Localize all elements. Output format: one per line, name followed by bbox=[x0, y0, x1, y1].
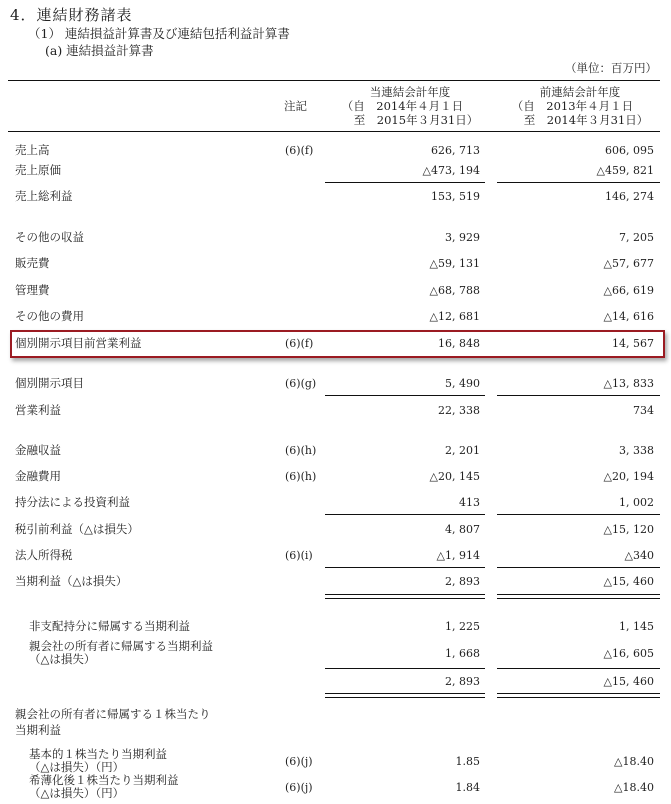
subtotal-underline bbox=[497, 668, 660, 669]
table-row: その他の費用 △12, 681 △14, 616 bbox=[15, 309, 654, 323]
table-row: 売上総利益 153, 519 146, 274 bbox=[15, 189, 654, 203]
subtotal-underline bbox=[497, 567, 660, 568]
unit-label: （単位：百万円） bbox=[565, 61, 657, 75]
prior-year-title: 前連結会計年度 bbox=[539, 85, 621, 99]
table-row: 売上高 (6)(f) 626, 713 606, 095 bbox=[15, 143, 654, 157]
total-double-underline bbox=[497, 594, 660, 599]
table-row: 管理費 △68, 788 △66, 619 bbox=[15, 283, 654, 297]
table-row-total: 2, 893 △15, 460 bbox=[445, 675, 654, 688]
subtotal-underline bbox=[325, 514, 485, 515]
total-double-underline bbox=[497, 693, 660, 698]
subtotal-underline bbox=[325, 395, 485, 396]
subsection-title: （1） 連結損益計算書及び連結包括利益計算書 bbox=[28, 26, 290, 41]
subtotal-underline bbox=[325, 182, 485, 183]
current-year-title: 当連結会計年度 bbox=[369, 85, 451, 99]
table-row: 売上原価 △473, 194 △459, 821 bbox=[15, 163, 654, 177]
subtotal-underline bbox=[497, 182, 660, 183]
table-row: 当期利益（△は損失） 2, 893 △15, 460 bbox=[15, 574, 654, 588]
current-year-period: （自 2014年４月１日 至 2015年３月31日） bbox=[341, 99, 479, 127]
statement-title: (a) 連結損益計算書 bbox=[45, 43, 154, 58]
table-row: 金融費用 (6)(h) △20, 145 △20, 194 bbox=[15, 469, 654, 483]
table-row-highlighted: 個別開示項目前営業利益 (6)(f) 16, 848 14, 567 bbox=[15, 336, 654, 350]
eps-section-heading: 親会社の所有者に帰属する１株当たり 当期利益 bbox=[15, 707, 211, 737]
subtotal-underline bbox=[497, 395, 660, 396]
section-title: 4．連結財務諸表 bbox=[10, 6, 133, 24]
current-year-header bbox=[335, 85, 485, 127]
table-row: 基本的１株当たり当期利益 （△は損失）（円） (6)(j) 1.85 △18.40 bbox=[29, 747, 654, 774]
table-row: 個別開示項目 (6)(g) 5, 490 △13, 833 bbox=[15, 376, 654, 390]
subtotal-underline bbox=[325, 668, 485, 669]
table-row: 親会社の所有者に帰属する当期利益 （△は損失） 1, 668 △16, 605 bbox=[29, 639, 654, 666]
prior-year-period: （自 2013年４月１日 至 2014年３月31日） bbox=[511, 99, 649, 127]
header-top-rule bbox=[8, 80, 660, 81]
total-double-underline bbox=[325, 594, 485, 599]
subtotal-underline bbox=[497, 514, 660, 515]
total-double-underline bbox=[325, 693, 485, 698]
table-row: 税引前利益（△は損失） 4, 807 △15, 120 bbox=[15, 522, 654, 536]
table-row: 営業利益 22, 338 734 bbox=[15, 403, 654, 417]
table-row: 希薄化後１株当たり当期利益 （△は損失）（円） (6)(j) 1.84 △18.40 bbox=[29, 773, 654, 800]
table-row: 持分法による投資利益 413 1, 002 bbox=[15, 495, 654, 509]
table-row: 金融収益 (6)(h) 2, 201 3, 338 bbox=[15, 443, 654, 457]
table-row: その他の収益 3, 929 7, 205 bbox=[15, 230, 654, 244]
note-column-header: 注記 bbox=[284, 99, 307, 113]
table-row: 法人所得税 (6)(i) △1, 914 △340 bbox=[15, 548, 654, 562]
prior-year-header bbox=[505, 85, 655, 127]
header-bottom-rule bbox=[8, 131, 660, 132]
table-row: 販売費 △59, 131 △57, 677 bbox=[15, 256, 654, 270]
subtotal-underline bbox=[325, 567, 485, 568]
table-row: 非支配持分に帰属する当期利益 1, 225 1, 145 bbox=[29, 619, 654, 633]
